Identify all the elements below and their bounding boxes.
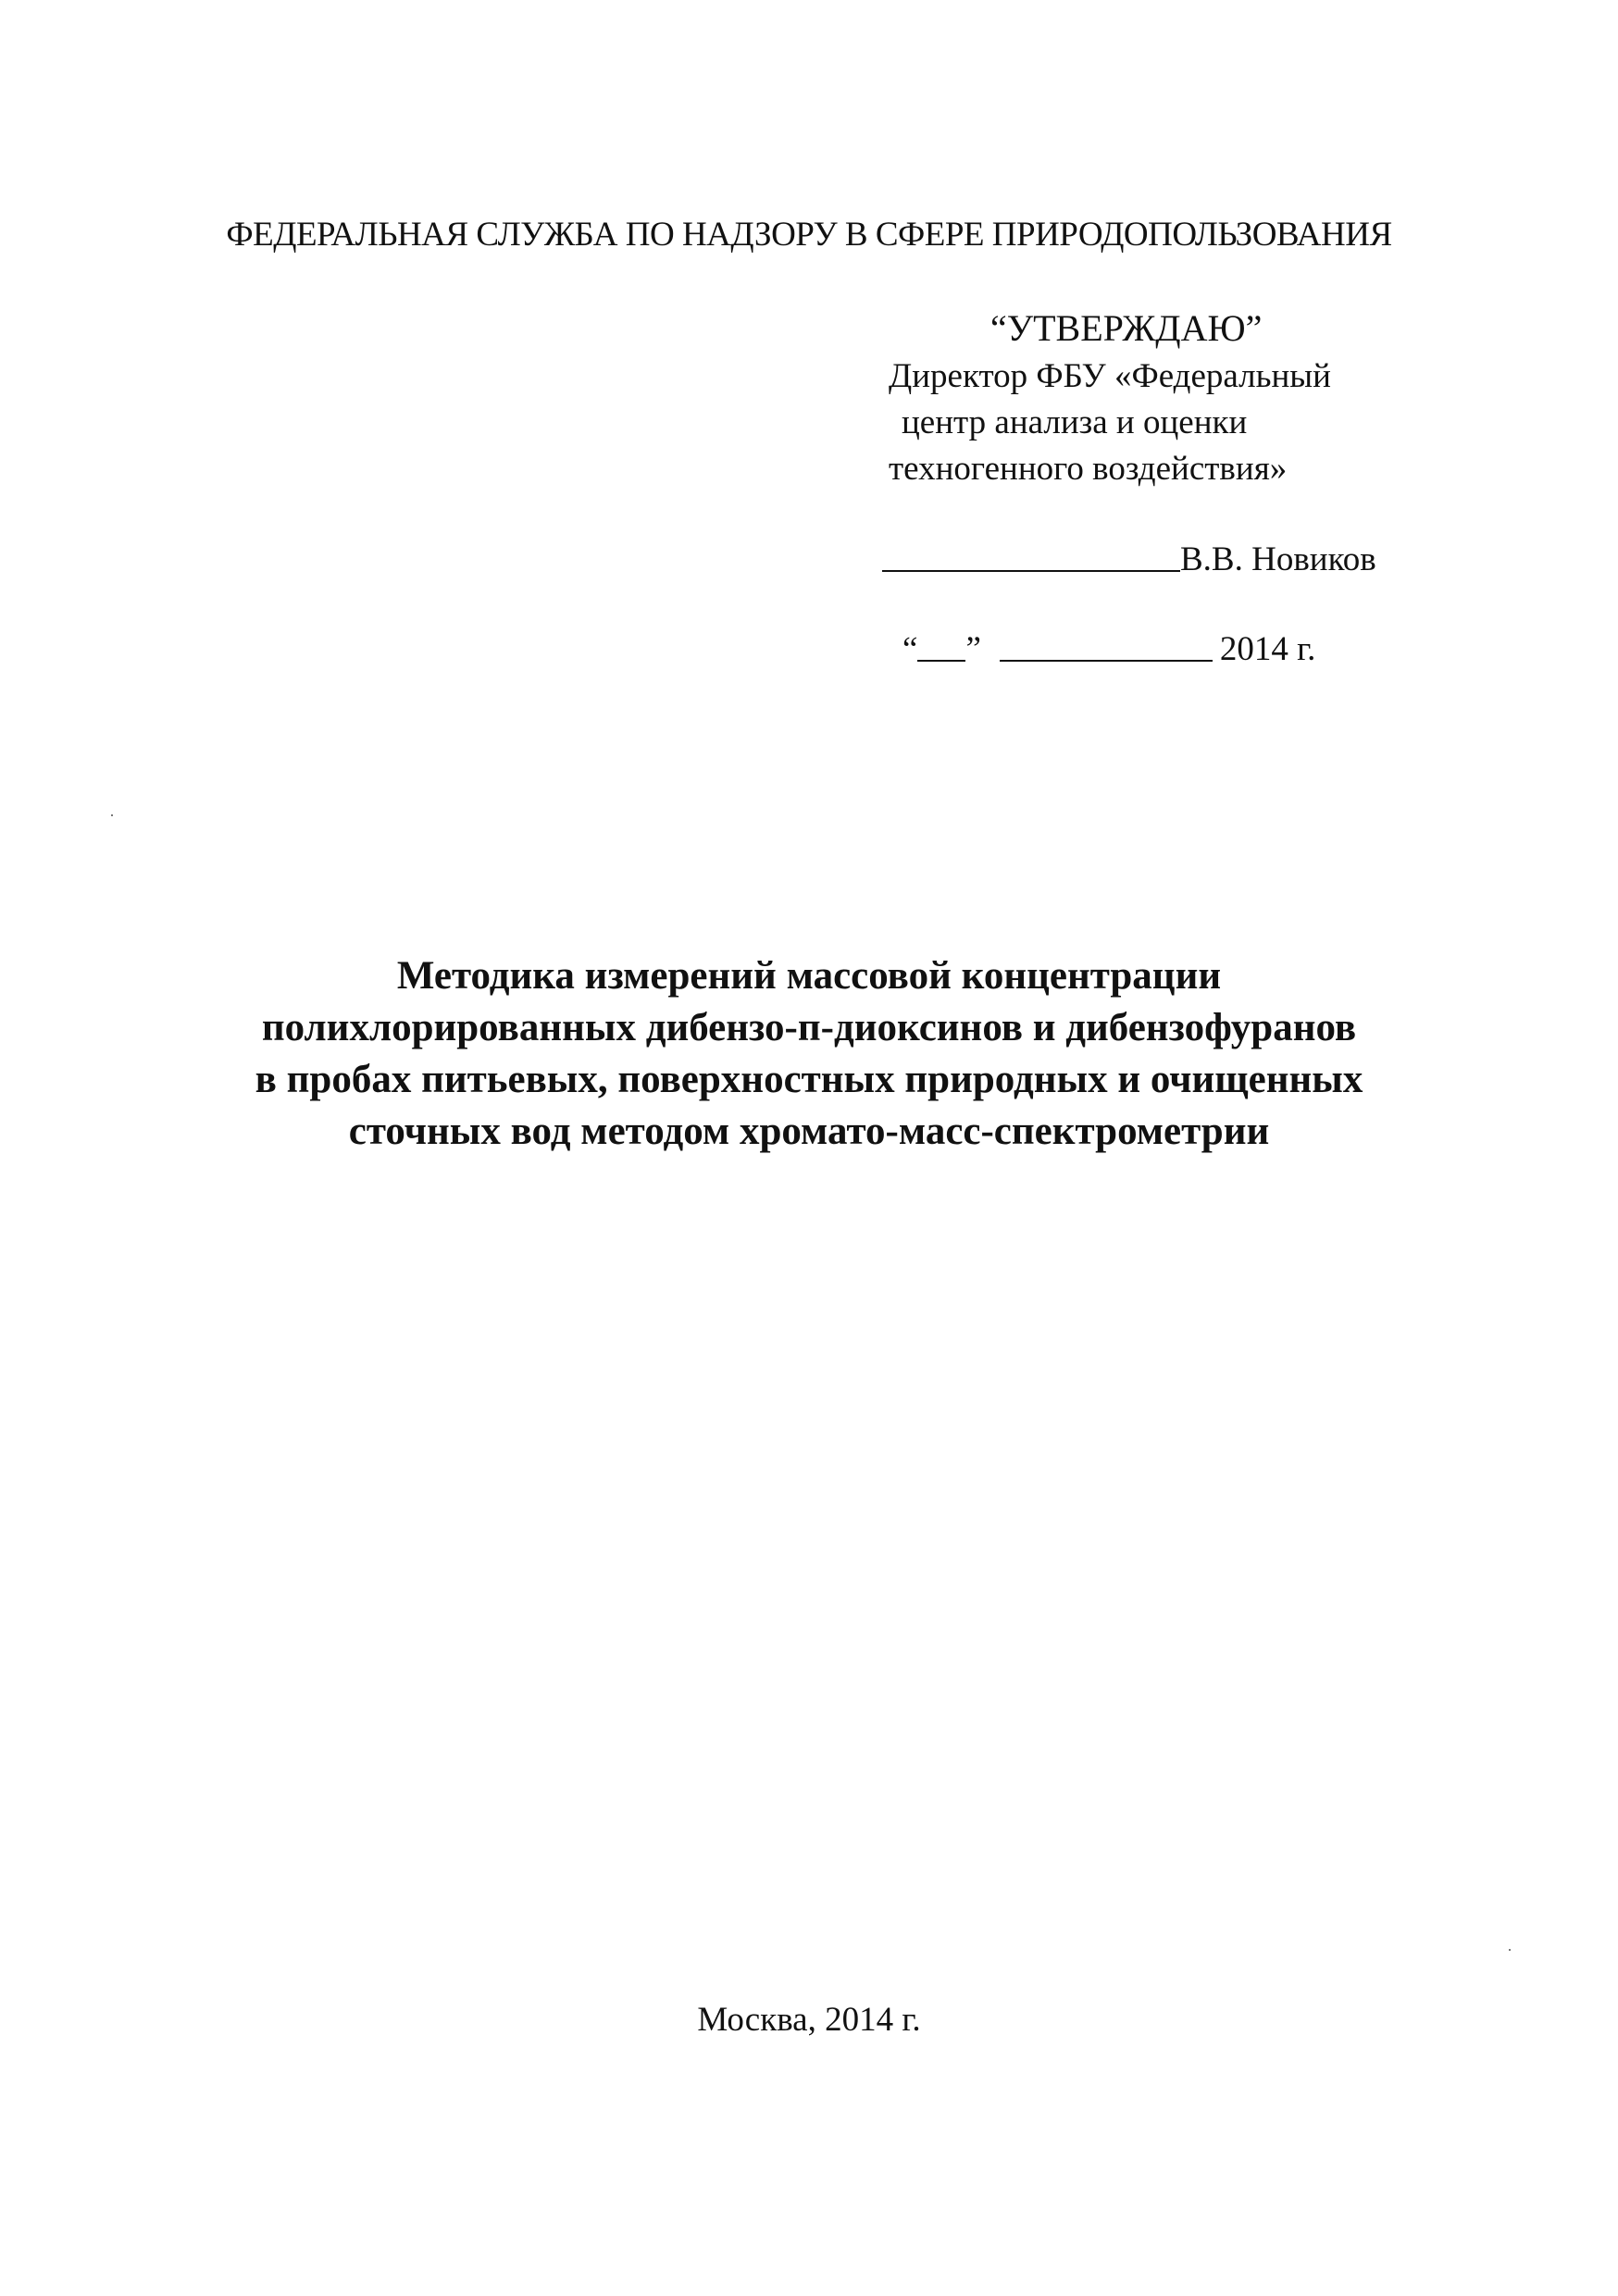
scan-speck [111, 814, 113, 816]
approver-position-line: Директор ФБУ «Федеральный [889, 357, 1331, 395]
title-line: сточных вод методом хромато-масс-спектрометрии [348, 1110, 1270, 1153]
day-blank [917, 658, 965, 662]
date-year: 2014 г. [1219, 630, 1316, 668]
date-open-quote: “ [902, 630, 918, 668]
date-close-quote: ” [965, 630, 981, 668]
approval-block [889, 305, 1481, 492]
month-blank [1000, 658, 1213, 662]
agency-name: ФЕДЕРАЛЬНАЯ СЛУЖБА ПО НАДЗОРУ В СФЕРЕ ПРИРОДОПОЛЬЗОВАНИЯ [226, 216, 1392, 254]
document-title [161, 950, 1457, 1158]
place-and-year: Москва, 2014 г. [697, 2001, 921, 2039]
scan-speck [1509, 1949, 1511, 1951]
approver-position-line: центр анализа и оценки [902, 403, 1248, 441]
title-line: в пробах питьевых, поверхностных природных и очищенных [255, 1058, 1363, 1101]
signature-row [882, 540, 1376, 579]
title-line: Методика измерений массовой концентрации [396, 954, 1222, 998]
signature-blank [882, 568, 1180, 572]
approve-heading: “УТВЕРЖДАЮ” [990, 307, 1263, 349]
approver-position-line: техногенного воздействия» [889, 450, 1288, 488]
title-line: полихлорированных дибензо-п-диоксинов и дибензофуранов [261, 1006, 1357, 1049]
date-row [902, 629, 1315, 669]
signatory-name: В.В. Новиков [1180, 540, 1376, 578]
